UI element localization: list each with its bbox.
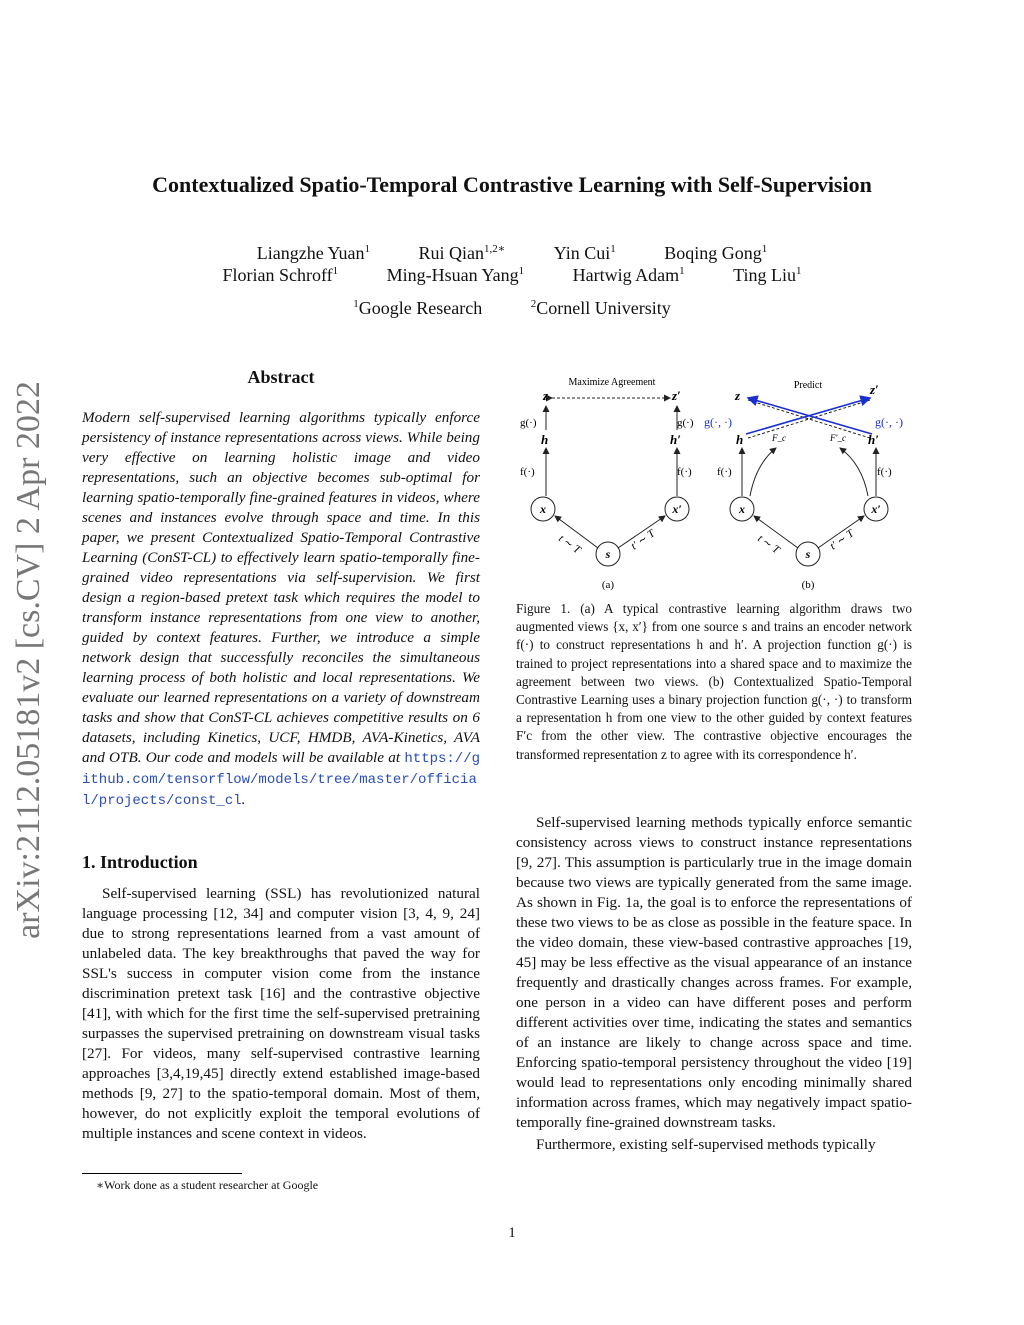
author: Rui Qian$^{1,2∗}$ bbox=[418, 243, 506, 263]
author: Hartwig Adam$^1$ bbox=[572, 265, 685, 285]
author: Liangzhe Yuan$^1$ bbox=[256, 243, 371, 263]
h-label: h bbox=[541, 432, 549, 447]
code-link[interactable]: https://github.com/tensorflow/models/tree/master/official/projects/const_cl bbox=[82, 751, 481, 809]
top-label: Maximize Agreement bbox=[568, 377, 656, 388]
x-node: x bbox=[540, 502, 546, 516]
paper-title: Contextualized Spatio-Temporal Contrastive Learning with Self-Supervision bbox=[152, 172, 872, 197]
z-label: z bbox=[543, 388, 549, 403]
z-prime-label: z′ bbox=[870, 382, 879, 397]
abstract-body: Modern self-supervised learning algorithms typically enforce persistency of instance representations across views. While being very effective on learning holistic image and video representations, such an objective becomes sub-optimal for learning spatio-temporally fine-grained features in videos, where scenes and instances evolve through space and time. In this paper, we present Contextualized Spatio-Temporal Contrastive Learning (ConST-CL) to effectively learn spatio-temporally fine-grained video representations via self-supervision. We first design a region-based pretext task which requires the model to transform instance representations from one view to another, guided by context features. Further, we introduce a simple network design that successfully reconciles the simultaneous learning process of both holistic and local representations. We evaluate our learned representations on a variety of downstream tasks and show that ConST-CL achieves competitive results on 6 datasets, including Kinetics, UCF, HMDB, AVA-Kinetics, AVA and OTB. Our code and models will be available at https://github.com/tensorflow/models/tree/master/official/projects/const_cl. bbox=[82, 409, 481, 809]
author-row-1 bbox=[0, 242, 1024, 264]
t-prime-label: t′ ∼ T bbox=[628, 527, 658, 553]
s-node: s bbox=[805, 547, 811, 561]
author: Yin Cui$^1$ bbox=[553, 243, 616, 263]
section-heading: 1. Introduction bbox=[82, 852, 198, 872]
h-prime-label: h′ bbox=[868, 432, 879, 447]
x-node: x bbox=[739, 502, 745, 516]
x-prime-node: x′ bbox=[672, 502, 682, 516]
figure-caption: Figure 1. (a) A typical contrastive learning algorithm draws two augmented views {x, x′} from one source s and trains an encoder network f(·) to construct representations h and h′. A projection function g(·) is trained to project representations into a shared space and to maximize the agreement between two views. (b) Contextualized Spatio-Temporal Contrastive Learning uses a binary projection function g(·, ·) to transform a representation h from one view to the other guided by context features F′c from the other view. The contrastive objective encourages the transformed representation z to agree with its correspondence h′. bbox=[516, 601, 912, 762]
footnote-rule bbox=[82, 1173, 242, 1174]
abstract-text: Modern self-supervised learning algorithms typically enforce persistency of instance representations across views. While being very effective on learning holistic image and video representations, such an objective becomes sub-optimal for learning spatio-temporally fine-grained features in videos, where scenes and instances evolve through space and time. In this paper, we present Contextualized Spatio-Temporal Contrastive Learning (ConST-CL) to effectively learn spatio-temporally fine-grained video representations via self-supervision. We first design a region-based pretext task which requires the model to transform instance representations from one view to another, guided by context features. Further, we introduce a simple network design that successfully reconciles the simultaneous learning process of both holistic and local representations. We evaluate our learned representations on a variety of downstream tasks and show that ConST-CL achieves competitive results on 6 datasets, including Kinetics, UCF, HMDB, AVA-Kinetics, AVA and OTB. Our code and models will be available at bbox=[82, 409, 480, 766]
top-label: Predict bbox=[793, 380, 823, 391]
z-prime-label: z′ bbox=[672, 388, 681, 403]
h-prime-label: h′ bbox=[670, 432, 681, 447]
author: Boqing Gong$^1$ bbox=[664, 243, 768, 263]
right-column bbox=[516, 813, 912, 1155]
panel-a bbox=[520, 377, 694, 591]
author: Ming-Hsuan Yang$^1$ bbox=[386, 265, 525, 285]
panel-b bbox=[704, 380, 903, 591]
author-row-2 bbox=[0, 265, 1024, 286]
arxiv-stamp: arXiv:2112.05181v2 [cs.CV] 2 Apr 2022 bbox=[10, 381, 47, 939]
g-label: g(·) bbox=[520, 417, 537, 429]
f-label: f(·) bbox=[677, 466, 692, 478]
h-label: h bbox=[736, 432, 744, 447]
x-prime-node: x′ bbox=[871, 502, 881, 516]
t-label: t ∼ T bbox=[755, 532, 782, 557]
s-node: s bbox=[605, 547, 611, 561]
f-label: f(·) bbox=[877, 466, 892, 478]
panel-label: (a) bbox=[601, 579, 615, 591]
panel-label: (b) bbox=[801, 579, 815, 591]
g2-label: g(·, ·) bbox=[875, 415, 903, 429]
affiliation: $^2$Cornell University bbox=[530, 298, 671, 318]
intro-paragraph: Self-supervised learning (SSL) has revolutionized natural language processing [12, 34] and computer vision [3, 4, 9, 24] due to strong representations learned from a vast amount of unlabeled data. The key breakthroughs that paved the way for SSL's success in computer vision come from the instance discrimination pretext task [16] and the contrastive objective [41], with which for the first time the self-supervised pretraining surpasses the supervised pretraining on downstream visual tasks [27]. For videos, many self-supervised contrastive learning approaches [3,4,19,45] directly extend established image-based methods [9, 27] to the spatio-temporal domain. Most of them, however, do not explicitly exploit the temporal evolutions of multiple instances and scene context in videos. bbox=[82, 885, 480, 1142]
affiliations bbox=[0, 298, 1024, 319]
f-label: f(·) bbox=[717, 466, 732, 478]
footnote: ∗Work done as a student researcher at Google bbox=[96, 1178, 319, 1192]
g-label: g(·) bbox=[677, 417, 694, 429]
t-prime-label: t′ ∼ T bbox=[827, 527, 857, 553]
f-label: f(·) bbox=[520, 466, 535, 478]
body-paragraph: Self-supervised learning methods typically enforce semantic consistency across views to construct instance representations [9, 27]. This assumption is particularly true in the image domain because two views are typically generated from the same image. As shown in Fig. 1a, the goal is to enforce the representations of these two views to be as close as possible in the feature space. In the video domain, these view-based contrastive approaches [19, 45] may be less effective as the visual appearance of an instance frequently and drastically changes across frames. For example, one person in a video can have different poses and perform different activities over time, indicating the states and semantics of an instance are likely to change across space and time. Enforcing spatio-temporal persistency throughout the video [19] would lead to representations only encoding minimally shared information across frames, which may negatively impact spatio-temporally fine-grained downstream tasks. bbox=[516, 814, 912, 1131]
figure-1 bbox=[510, 368, 920, 600]
fc-label: F_c bbox=[772, 433, 786, 443]
t-label: t ∼ T bbox=[556, 532, 583, 557]
fc-prime-label: F′_c bbox=[830, 433, 846, 443]
z-label: z bbox=[735, 388, 741, 403]
g2-label: g(·, ·) bbox=[704, 415, 732, 429]
page-number: 1 bbox=[508, 1225, 516, 1241]
author: Ting Liu$^1$ bbox=[733, 265, 802, 285]
abstract-heading: Abstract bbox=[247, 367, 315, 387]
affiliation: $^1$Google Research bbox=[353, 298, 483, 318]
body-paragraph: Furthermore, existing self-supervised methods typically bbox=[536, 1136, 876, 1153]
author: Florian Schroff$^1$ bbox=[222, 265, 339, 285]
